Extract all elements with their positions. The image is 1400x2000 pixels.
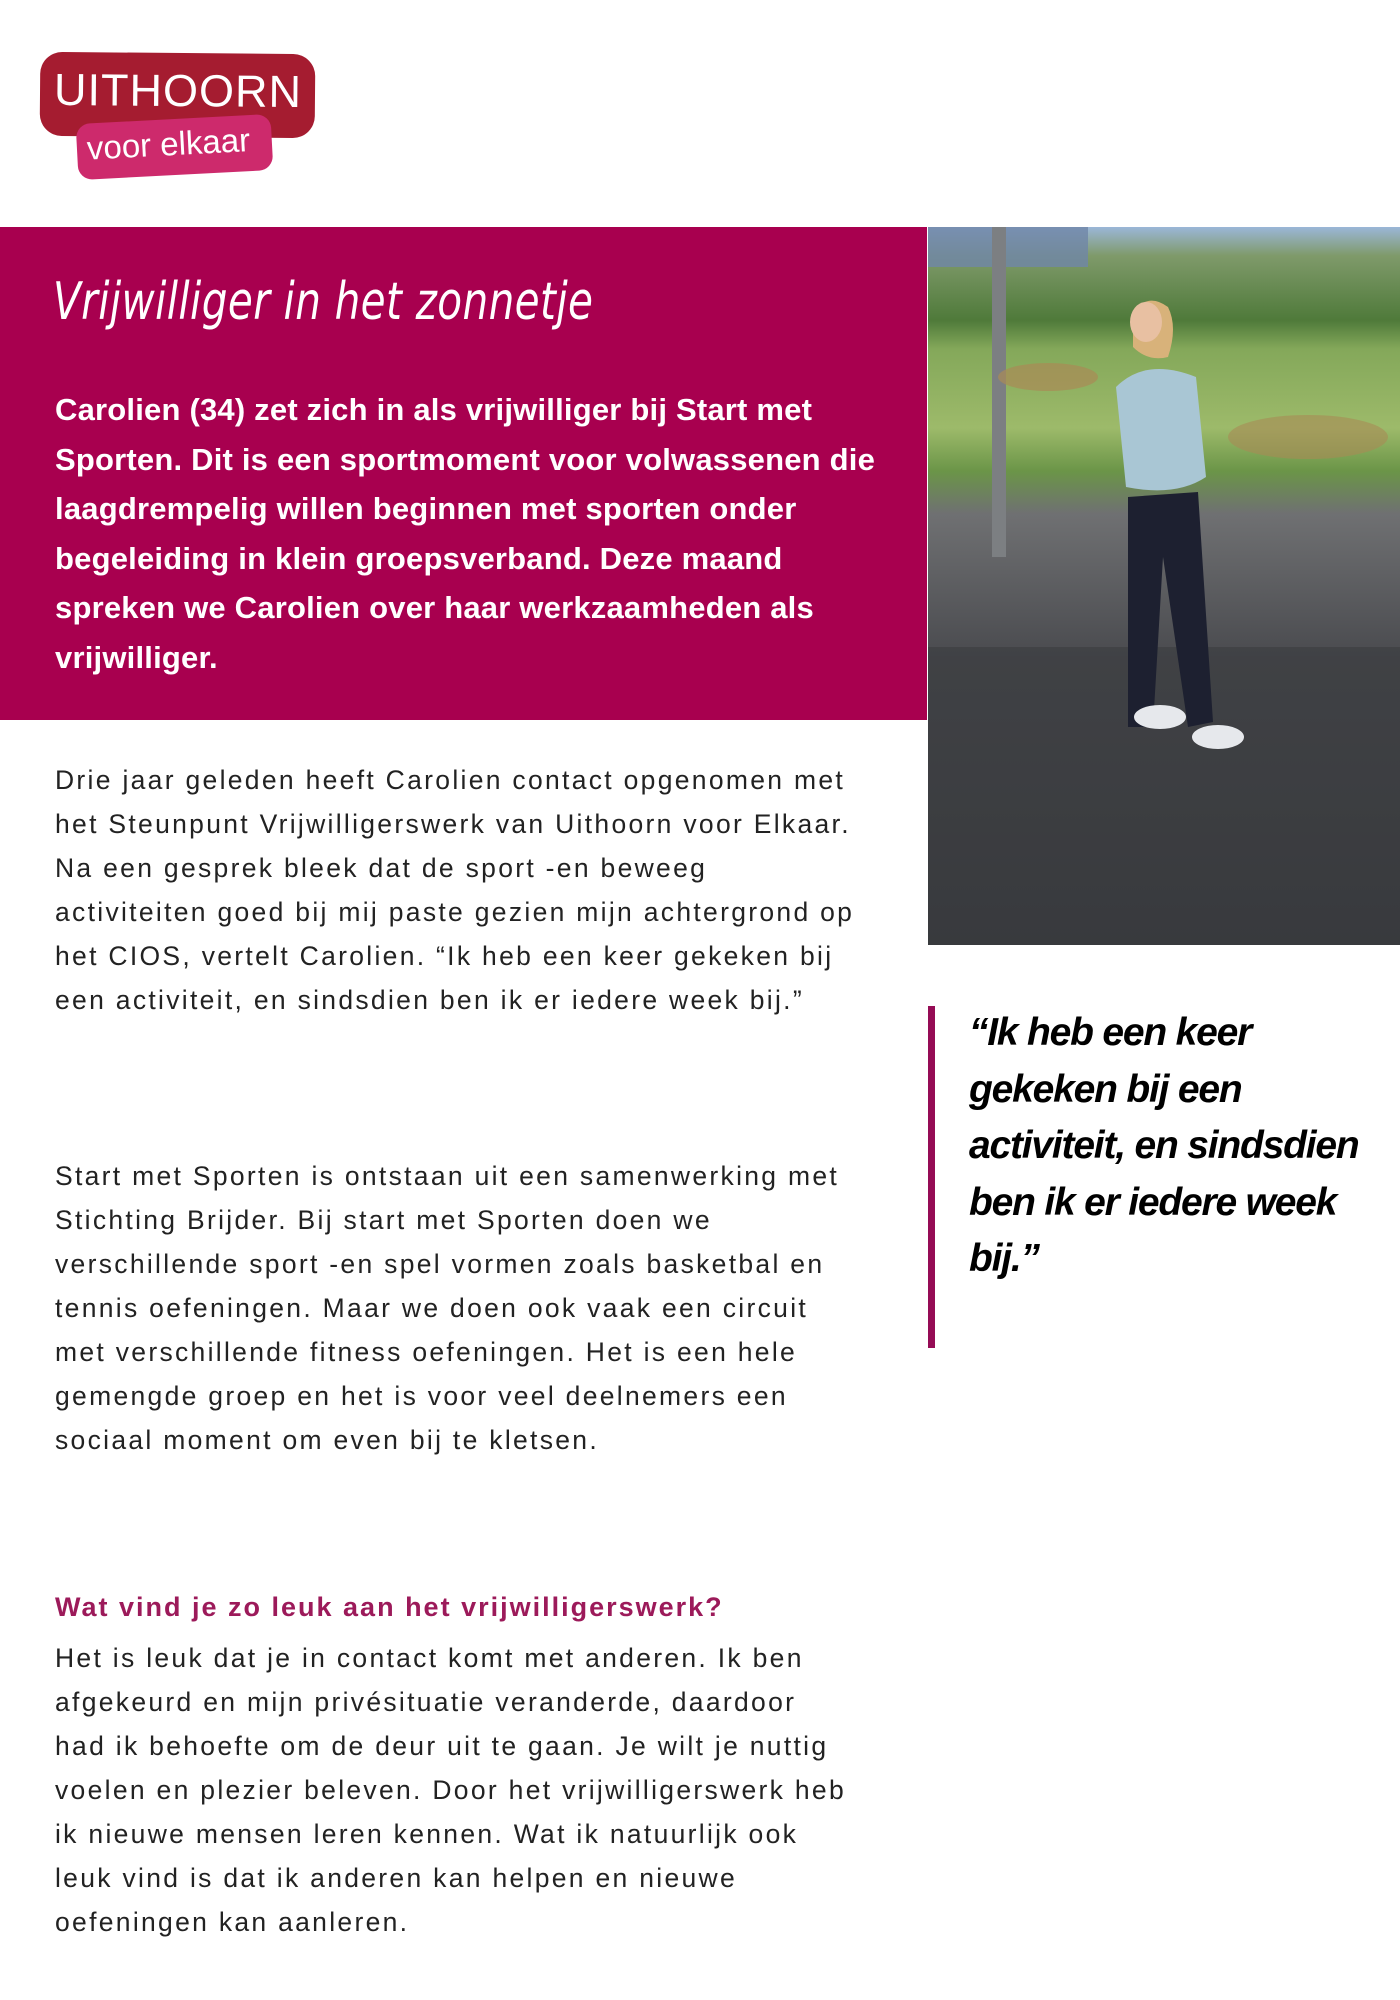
pull-quote: “Ik heb een keer gekeken bij een activiteit, en sindsdien ben ik er iedere week bij.” xyxy=(969,1011,1359,1280)
logo xyxy=(40,53,320,178)
logo-text-top: UITHOORN xyxy=(53,63,303,118)
body-paragraph-1: Drie jaar geleden heeft Carolien contact opgenomen met het Steunpunt Vrijwilligerswerk van Uithoorn voor Elkaar. Na een gesprek bleek dat de sport -en beweeg activiteiten goed bij mij paste gezien mijn achtergrond op het CIOS, vertelt Carolien. “Ik heb een keer gekeken bij een activiteit, en sindsdien ben ik er iedere week bij.” xyxy=(55,765,855,1015)
intro-text: Carolien (34) zet zich in als vrijwilliger bij Start met Sporten. Dit is een sportmoment voor volwassenen die laagdrempelig willen beginnen met sporten onder begeleiding in klein groepsverband. Deze maand spreken we Carolien over haar werkzaamheden als vrijwilliger. xyxy=(55,392,876,675)
logo-text-bottom: voor elkaar xyxy=(85,121,251,167)
body-paragraph-2: Start met Sporten is ontstaan uit een samenwerking met Stichting Brijder. Bij start met Sporten doen we verschillende sport -en spel vormen zoals basketbal en tennis oefeningen. Maar we doen ook vaak een circuit met verschillende fitness oefeningen. Het is een hele gemengde groep en het is voor veel deelnemers een sociaal moment om even bij te kletsen. xyxy=(55,1161,840,1455)
quote-accent-bar xyxy=(928,1006,935,1348)
question-heading: Wat vind je zo leuk aan het vrijwilligerswerk? xyxy=(55,1592,724,1622)
answer-paragraph: Het is leuk dat je in contact komt met anderen. Ik ben afgekeurd en mijn privésituatie veranderde, daardoor had ik behoefte om de deur uit te gaan. Je wilt je nuttig voelen en plezier beleven. Door het vrijwilligerswerk heb ik nieuwe mensen leren kennen. Wat ik natuurlijk ook leuk vind is dat ik anderen kan helpen en nieuwe oefeningen kan aanleren. xyxy=(55,1643,846,1937)
volunteer-photo xyxy=(928,227,1400,945)
page-title: Vrijwilliger in het zonnetje xyxy=(53,272,594,332)
